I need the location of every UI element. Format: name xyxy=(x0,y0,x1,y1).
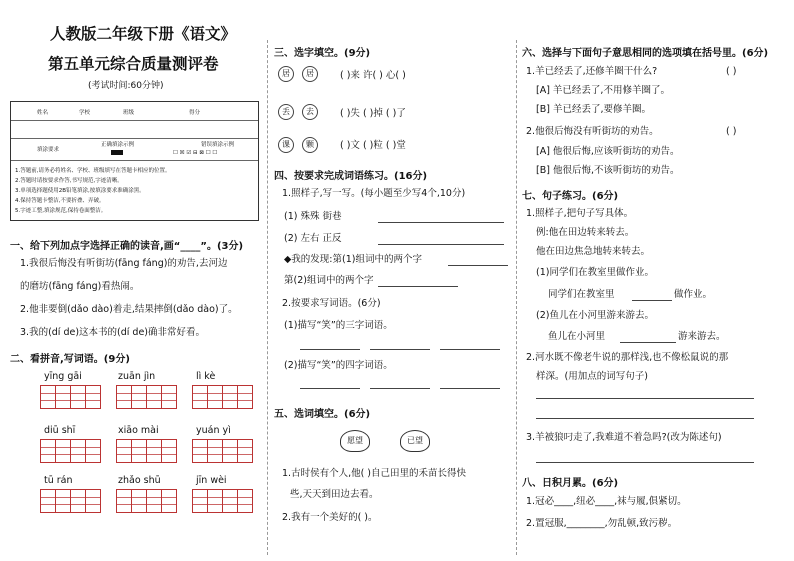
answer-line[interactable] xyxy=(370,349,430,350)
s6-q1: 1.羊已经丢了,还修羊圈干什么? xyxy=(526,66,658,77)
answer-line[interactable] xyxy=(378,222,504,223)
answer-line[interactable] xyxy=(378,244,504,245)
s1-q3: 3.我的(dí de)这本书的(dí de)确非常好看。 xyxy=(20,327,206,338)
column-divider xyxy=(516,40,517,555)
writing-grid[interactable] xyxy=(116,489,176,513)
answer-line[interactable] xyxy=(370,388,430,389)
answer-line[interactable] xyxy=(620,342,676,343)
s3-row2: ( )失 ( )掉 ( )了 xyxy=(340,108,406,119)
s1-q1-cont: 的磨坊(fāng fáng)看热闹。 xyxy=(20,281,140,292)
char-seal: 去 xyxy=(302,104,318,120)
s3-row1: ( )来 许( ) 心( ) xyxy=(340,70,406,81)
answer-line[interactable] xyxy=(632,300,672,301)
s5-q2: 2.我有一个美好的( )。 xyxy=(282,512,378,523)
answer-bracket[interactable]: ( ) xyxy=(726,66,737,77)
writing-grid[interactable] xyxy=(40,489,100,513)
char-seal: 课 xyxy=(278,137,294,153)
answer-line[interactable] xyxy=(378,286,458,287)
answer-line[interactable] xyxy=(448,265,508,266)
student-info-box: 姓名 学校 班级 得分 填涂要求 正确填涂示例 错误填涂示例 ☐ ☒ ☑ ⊟ ⊠ ☐ ☐ 1.答题前,请务必将姓名、学校、班级填写在答题卡相应的位置。 2.答题时请按要求作答,书写规范,字迹清晰。 3.单项选择题使用2B铅笔填涂,按填涂要求准确涂黑。 4.保持答题卡整洁,不要折叠、弄破。 5.字迹工整,填涂规范,保持卷面整洁。 xyxy=(10,101,259,221)
writing-grid[interactable] xyxy=(40,385,100,409)
writing-grid[interactable] xyxy=(116,439,176,463)
writing-grid[interactable] xyxy=(192,385,252,409)
writing-grid[interactable] xyxy=(192,439,252,463)
answer-line[interactable] xyxy=(536,462,754,463)
section-7-heading: 七、句子练习。(6分) xyxy=(522,191,619,202)
s4-q2: 2.按要求写词语。(6分) xyxy=(282,298,381,309)
section-5-heading: 五、选词填空。(6分) xyxy=(274,409,371,420)
section-8-heading: 八、日积月累。(6分) xyxy=(522,478,619,489)
s1-q1: 1.我很后悔没有听街坊(fāng fáng)的劝告,去河边 xyxy=(20,258,228,269)
correct-fill-mark xyxy=(111,150,123,155)
writing-grid[interactable] xyxy=(116,385,176,409)
s5-q1: 1.古时侯有个人,他( )自己田里的禾苗长得快 xyxy=(282,468,467,479)
char-seal: 颗 xyxy=(302,137,318,153)
info-row: 姓名 学校 班级 得分 xyxy=(11,102,258,121)
s3-row3: ( )文 ( )粒 ( )堂 xyxy=(340,140,406,151)
peach-word-card: 已望 xyxy=(400,430,430,452)
answer-line[interactable] xyxy=(300,349,360,350)
answer-line[interactable] xyxy=(440,349,500,350)
s1-q2: 2.他非要倒(dǎo dào)着走,结果摔倒(dǎo dào)了。 xyxy=(20,304,238,315)
exam-subtitle: 第五单元综合质量测评卷 xyxy=(48,55,219,73)
char-seal: 居 xyxy=(278,66,294,82)
section-3-heading: 三、选字填空。(9分) xyxy=(274,48,371,59)
char-seal: 居 xyxy=(302,66,318,82)
section-1-heading: 一、给下列加点字选择正确的读音,画“____”。(3分) xyxy=(10,241,244,252)
wrong-fill-marks: ☐ ☒ ☑ ⊟ ⊠ ☐ ☐ xyxy=(173,150,218,156)
exam-time: (考试时间:60分钟) xyxy=(88,81,164,91)
answer-line[interactable] xyxy=(440,388,500,389)
answer-bracket[interactable]: ( ) xyxy=(726,126,737,137)
char-seal: 丢 xyxy=(278,104,294,120)
answer-line[interactable] xyxy=(536,418,754,419)
writing-grid[interactable] xyxy=(40,439,100,463)
s4-q1: 1.照样子,写一写。(每小题至少写4个,10分) xyxy=(282,188,466,199)
section-6-heading: 六、选择与下面句子意思相同的选项填在括号里。(6分) xyxy=(522,48,769,59)
writing-grid[interactable] xyxy=(192,489,252,513)
s6-q2: 2.他很后悔没有听街坊的劝告。 xyxy=(526,126,659,137)
section-2-heading: 二、看拼音,写词语。(9分) xyxy=(10,354,130,365)
column-divider xyxy=(267,40,268,555)
peach-word-card: 愿望 xyxy=(340,430,370,452)
answer-line[interactable] xyxy=(536,398,754,399)
section-4-heading: 四、按要求完成词语练习。(16分) xyxy=(274,171,428,182)
answer-line[interactable] xyxy=(300,388,360,389)
exam-title: 人教版二年级下册《语文》 xyxy=(50,25,237,43)
